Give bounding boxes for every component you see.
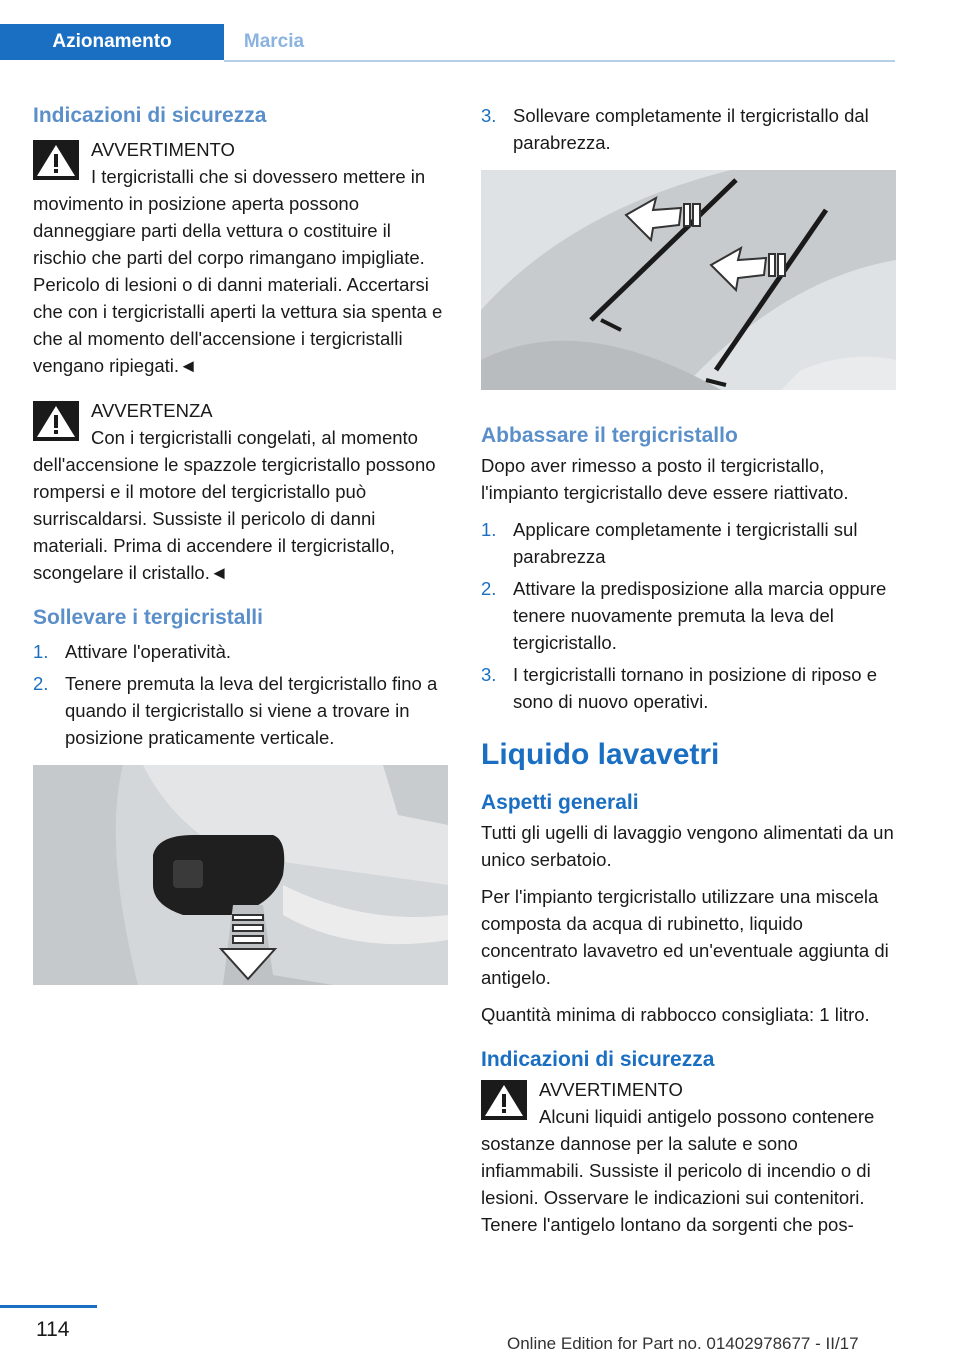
- list-item: [33, 670, 448, 751]
- heading-safety: Indicazioni di sicurezza: [33, 104, 267, 127]
- general-paragraph-2: Per l'impianto tergicristallo utilizzare una miscela composta da acqua di rubinetto, liquido concentrato lavavetro ed un'eventuale aggiunta di antigelo.: [481, 886, 889, 988]
- list-item: [33, 638, 448, 665]
- heading-lower-wiper: Abbassare il tergicristallo: [481, 424, 738, 447]
- step-number: 2.: [481, 578, 497, 599]
- general-paragraph-3: Quantità minima di rabbocco consigliata: 1 litro.: [481, 1004, 870, 1025]
- step-number: 3.: [481, 105, 497, 126]
- step-number: 1.: [481, 519, 497, 540]
- heading-washer-fluid: Liquido lavavetri: [481, 738, 720, 771]
- right-column: [481, 102, 896, 1256]
- raise-steps-list: [33, 638, 448, 751]
- step-text: I tergicristalli tornano in posizione di riposo e sono di nuovo operativi.: [513, 664, 878, 712]
- warning-title: AVVERTIMENTO: [539, 1079, 683, 1100]
- warning-title: AVVERTIMENTO: [91, 139, 235, 160]
- warning-text: Con i tergicristalli congelati, al momento dell'accensione le spazzole tergicristallo possono rompersi e il motore del tergicristallo può surriscaldarsi. Sussiste il pericolo di danni materiali. Prima di accendere il tergicristallo, scongelare il cristallo.◄: [33, 427, 436, 583]
- heading-general: Aspetti generali: [481, 791, 639, 814]
- tab-azionamento[interactable]: Azionamento: [0, 24, 224, 60]
- lower-steps-list: [481, 516, 896, 715]
- lower-intro-text: Dopo aver rimesso a posto il tergicristallo, l'impianto tergicristallo deve essere riattivato.: [481, 455, 849, 503]
- page-header: [0, 24, 895, 62]
- list-item: [481, 102, 896, 156]
- step-text: Attivare l'operatività.: [65, 641, 231, 662]
- warning-triangle-icon: [481, 1080, 527, 1120]
- windshield-wipers-illustration: [481, 170, 896, 390]
- warning-block-2: [33, 397, 448, 586]
- tab-marcia[interactable]: Marcia: [243, 31, 305, 52]
- step-number: 3.: [481, 664, 497, 685]
- raise-steps-continued: [481, 102, 896, 156]
- heading-raise-wipers: Sollevare i tergicristalli: [33, 606, 263, 629]
- warning-block-1: [33, 136, 448, 379]
- warning-title: AVVERTENZA: [91, 400, 213, 421]
- list-item: [481, 661, 896, 715]
- general-paragraph-1: Tutti gli ugelli di lavaggio vengono alimentati da un unico serbatoio.: [481, 822, 894, 870]
- header-divider: [224, 60, 895, 62]
- step-text: Tenere premuta la leva del tergicristallo fino a quando il tergicristallo si viene a trovare in posizione praticamente verticale.: [65, 673, 438, 748]
- heading-safety-2: Indicazioni di sicurezza: [481, 1048, 715, 1071]
- warning-text: Alcuni liquidi antigelo possono contenere sostanze dannose per la salute e sono infiammabili. Sussiste il pericolo di incendio o di lesioni. Osservare le indicazioni sui contenitori. Tenere l'antigelo lontano da sorgenti che pos-: [481, 1106, 875, 1235]
- page-number: 114: [36, 1318, 70, 1341]
- step-number: 2.: [33, 673, 49, 694]
- edition-note: Online Edition for Part no. 01402978677 - II/17: [507, 1334, 859, 1353]
- wiper-lever-illustration: [33, 765, 448, 985]
- step-text: Applicare completamente i tergicristalli sul parabrezza: [513, 519, 858, 567]
- warning-block-3: [481, 1076, 896, 1238]
- step-text: Sollevare completamente il tergicristallo dal parabrezza.: [513, 105, 869, 153]
- footer-divider: [0, 1305, 97, 1308]
- warning-triangle-icon: [33, 140, 79, 180]
- step-number: 1.: [33, 641, 49, 662]
- list-item: [481, 516, 896, 570]
- warning-text: I tergicristalli che si dovessero mettere in movimento in posizione aperta possono danneggiare parti della vettura o costituire il rischio che parti del corpo rimangano impigliate. Pericolo di lesioni o di danni materiali. Accertarsi che con i tergicristalli aperti la vettura sia spenta e che al momento dell'accensione i tergicristalli vengano ripiegati.◄: [33, 166, 443, 376]
- left-column: [33, 102, 448, 985]
- warning-triangle-icon: [33, 401, 79, 441]
- step-text: Attivare la predisposizione alla marcia oppure tenere nuovamente premuta la leva del tergicristallo.: [513, 578, 887, 653]
- list-item: [481, 575, 896, 656]
